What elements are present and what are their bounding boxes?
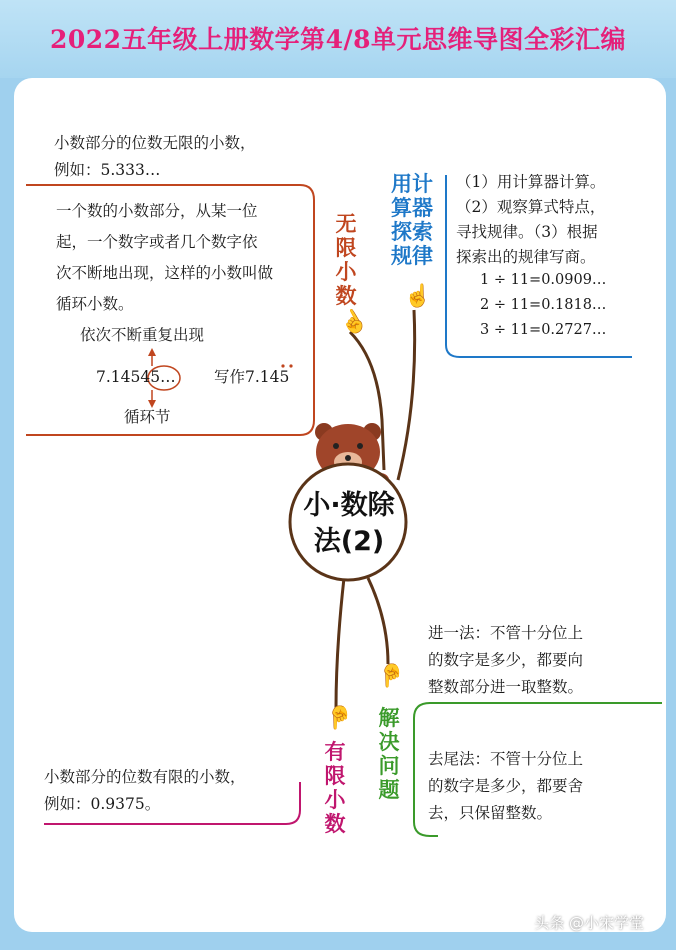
round-down-line: 去尾法：不管十分位上	[428, 750, 584, 768]
infinite-label	[333, 212, 359, 308]
label-char: 算器	[391, 196, 433, 220]
round-up-line: 的数字是多少，都要向	[428, 651, 584, 669]
infinite-definition	[54, 130, 256, 184]
round-up-line: 进一法：不管十分位上	[428, 624, 584, 642]
label-char: 限	[335, 236, 357, 260]
label-char: 限	[324, 764, 346, 788]
cyclic-number: 7.14545…	[96, 368, 176, 386]
pointing-hand-icon: ☝	[378, 662, 406, 687]
label-char: 决	[378, 730, 400, 754]
label-char: 数	[324, 812, 346, 836]
arm-finite	[336, 578, 344, 708]
repeat-label: 依次不断重复出现	[80, 326, 205, 344]
calculator-label	[386, 172, 438, 268]
label-char: 无	[335, 212, 357, 236]
calculator-example: 2 ÷ 11=0.1818…	[480, 297, 607, 313]
cyclic-def-line: 循环小数。	[56, 295, 134, 313]
cyclic-definition	[56, 196, 273, 320]
calculator-step: （1）用计算器计算。	[456, 173, 606, 191]
label-char: 问	[378, 754, 400, 778]
cyclic-def-line: 次不断地出现，这样的小数叫做	[56, 264, 274, 282]
finite-def-line: 小数部分的位数有限的小数，	[44, 768, 246, 786]
center-line-2: 法(2)	[313, 526, 385, 557]
page-title: 2022五年级上册数学第4/8单元思维导图全彩汇编	[49, 25, 626, 54]
calculator-example: 3 ÷ 11=0.2727…	[480, 322, 607, 338]
pointing-hand-icon: ☝	[404, 284, 432, 309]
label-char: 规律	[391, 244, 433, 268]
cycle-section-label: 循环节	[124, 408, 171, 426]
cyclic-notation: 写作7.145	[214, 368, 290, 386]
label-char: 用计	[391, 172, 433, 196]
pointing-hand-icon: ☝	[335, 304, 372, 341]
finite-definition	[44, 764, 246, 818]
label-char: 数	[335, 284, 357, 308]
center-line-1: 小·数除	[303, 490, 395, 521]
round-down-line: 的数字是多少，都要舍	[428, 777, 584, 795]
calculator-step: 探索出的规律写商。	[456, 248, 596, 266]
arm-solve	[368, 578, 388, 664]
calculator-example: 1 ÷ 11=0.0909…	[480, 272, 607, 288]
label-char: 小	[335, 260, 357, 284]
pointing-hand-icon: ☝	[326, 704, 354, 729]
solve-label	[376, 706, 402, 802]
calculator-step: 寻找规律。（3）根据	[456, 223, 598, 241]
arm-calculator	[398, 310, 415, 480]
calculator-steps	[456, 170, 605, 270]
calculator-examples	[480, 268, 606, 343]
finite-example: 例如：0.9375。	[44, 795, 161, 813]
label-char: 小	[324, 788, 346, 812]
label-char: 探索	[391, 220, 433, 244]
cyclic-def-line: 起，一个数字或者几个数字依	[56, 233, 258, 251]
center-topic	[288, 488, 410, 560]
infinite-example: 例如：5.333…	[54, 161, 161, 179]
round-up-line: 整数部分进一取整数。	[428, 678, 584, 696]
round-up-method	[428, 620, 583, 701]
finite-label	[322, 740, 348, 836]
label-char: 题	[378, 778, 400, 802]
calculator-step: （2）观察算式特点，	[456, 198, 606, 216]
label-char: 有	[324, 740, 346, 764]
cyclic-def-line: 一个数的小数部分，从某一位	[56, 202, 258, 220]
watermark: 头条 @小宋学堂	[534, 914, 644, 932]
label-char: 解	[378, 706, 400, 730]
round-down-method	[428, 746, 583, 827]
round-down-line: 去，只保留整数。	[428, 804, 553, 822]
infinite-def-line: 小数部分的位数无限的小数，	[54, 134, 256, 152]
